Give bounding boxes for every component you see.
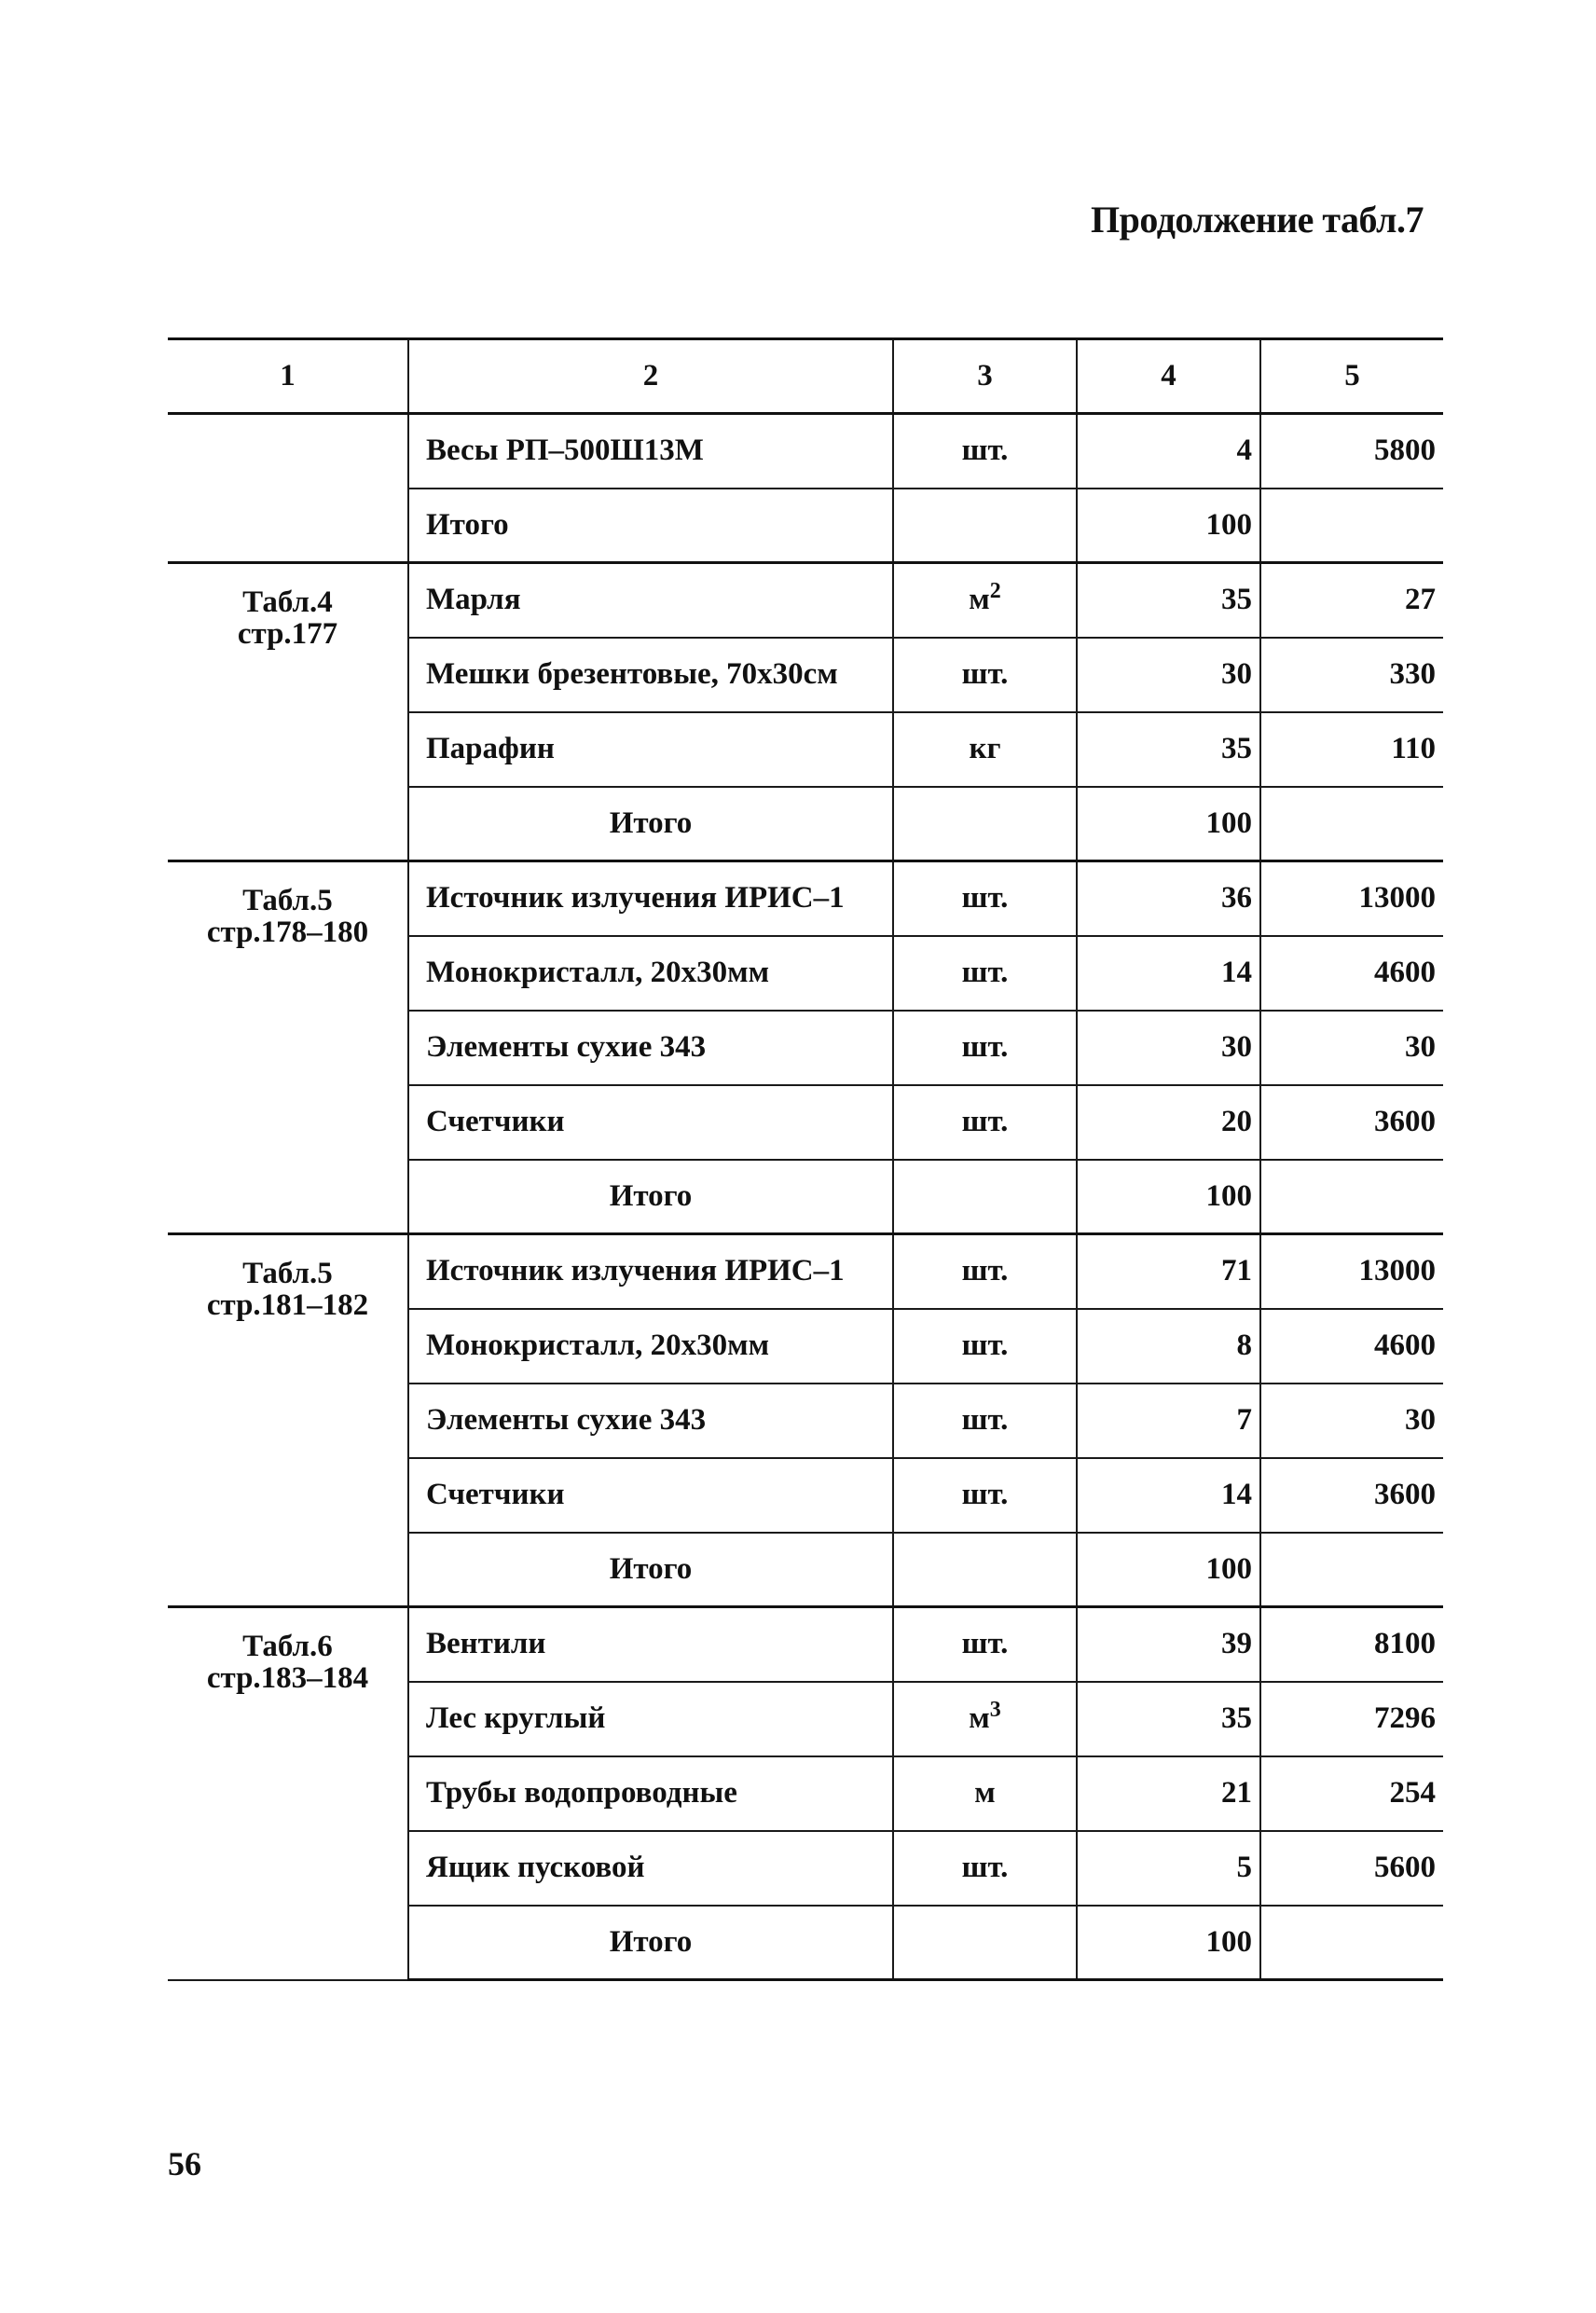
unit-cell xyxy=(893,1533,1077,1607)
unit-cell xyxy=(893,1160,1077,1234)
price-cell xyxy=(1260,1906,1443,1980)
unit-exponent: 2 xyxy=(989,579,1001,604)
unit-exponent: 3 xyxy=(989,1698,1001,1722)
total-label: Итого xyxy=(408,1533,893,1607)
item-name: Источник излучения ИРИС–1 xyxy=(408,861,893,936)
item-name: Марля xyxy=(408,563,893,638)
price-cell xyxy=(1260,1533,1443,1607)
price-cell: 330 xyxy=(1260,638,1443,712)
table-row xyxy=(168,1607,1443,1682)
price-cell: 254 xyxy=(1260,1756,1443,1831)
price-cell: 4600 xyxy=(1260,936,1443,1011)
quantity-cell: 35 xyxy=(1077,712,1260,787)
column-header-5: 5 xyxy=(1260,339,1443,414)
unit-cell xyxy=(893,1682,1077,1756)
price-cell xyxy=(1260,489,1443,563)
unit-text: кг xyxy=(969,732,1001,765)
unit-cell xyxy=(893,936,1077,1011)
unit-cell xyxy=(893,712,1077,787)
reference-cell xyxy=(168,1607,408,1980)
quantity-cell: 35 xyxy=(1077,1682,1260,1756)
unit-cell xyxy=(893,1011,1077,1085)
unit-text: шт. xyxy=(961,1851,1009,1884)
price-cell: 30 xyxy=(1260,1011,1443,1085)
quantity-cell: 14 xyxy=(1077,1458,1260,1533)
price-cell: 4600 xyxy=(1260,1309,1443,1384)
quantity-cell: 35 xyxy=(1077,563,1260,638)
unit-text: шт. xyxy=(961,434,1009,468)
unit-cell xyxy=(893,1607,1077,1682)
unit-text: м xyxy=(969,1701,990,1735)
item-name: Лес круглый xyxy=(408,1682,893,1756)
table-continuation-heading: Продолжение табл.7 xyxy=(1090,199,1424,241)
quantity-cell: 8 xyxy=(1077,1309,1260,1384)
unit-text: шт. xyxy=(961,657,1009,691)
quantity-cell: 100 xyxy=(1077,787,1260,861)
price-cell: 13000 xyxy=(1260,1234,1443,1309)
unit-cell xyxy=(893,1234,1077,1309)
quantity-cell: 30 xyxy=(1077,638,1260,712)
reference-cell xyxy=(168,1234,408,1607)
total-label: Итого xyxy=(408,787,893,861)
resource-table xyxy=(168,337,1443,1981)
item-name: Монокристалл, 20х30мм xyxy=(408,936,893,1011)
unit-text: шт. xyxy=(961,1403,1009,1437)
quantity-cell: 100 xyxy=(1077,489,1260,563)
unit-cell xyxy=(893,1384,1077,1458)
quantity-cell: 14 xyxy=(1077,936,1260,1011)
table-header xyxy=(168,339,1443,414)
quantity-cell: 71 xyxy=(1077,1234,1260,1309)
unit-text: м xyxy=(974,1776,996,1810)
total-label: Итого xyxy=(408,1906,893,1980)
price-cell: 5800 xyxy=(1260,414,1443,489)
column-header-4: 4 xyxy=(1077,339,1260,414)
reference-cell xyxy=(168,563,408,861)
price-cell: 27 xyxy=(1260,563,1443,638)
quantity-cell: 30 xyxy=(1077,1011,1260,1085)
unit-text: шт. xyxy=(961,1254,1009,1288)
unit-cell xyxy=(893,638,1077,712)
unit-cell xyxy=(893,1906,1077,1980)
unit-cell xyxy=(893,414,1077,489)
unit-text: шт. xyxy=(961,1329,1009,1362)
table-body xyxy=(168,414,1443,1980)
unit-cell xyxy=(893,1309,1077,1384)
column-header-3: 3 xyxy=(893,339,1077,414)
item-name: Монокристалл, 20х30мм xyxy=(408,1309,893,1384)
header-row xyxy=(168,339,1443,414)
price-cell: 30 xyxy=(1260,1384,1443,1458)
quantity-cell: 5 xyxy=(1077,1831,1260,1906)
quantity-cell: 21 xyxy=(1077,1756,1260,1831)
unit-text: шт. xyxy=(961,1478,1009,1511)
price-cell xyxy=(1260,787,1443,861)
price-cell: 13000 xyxy=(1260,861,1443,936)
quantity-cell: 4 xyxy=(1077,414,1260,489)
item-name: Вентили xyxy=(408,1607,893,1682)
quantity-cell: 20 xyxy=(1077,1085,1260,1160)
price-cell: 3600 xyxy=(1260,1458,1443,1533)
item-name: Мешки брезентовые, 70х30см xyxy=(408,638,893,712)
unit-cell xyxy=(893,787,1077,861)
unit-text: шт. xyxy=(961,1105,1009,1138)
reference-cell xyxy=(168,414,408,563)
price-cell: 3600 xyxy=(1260,1085,1443,1160)
item-name: Ящик пусковой xyxy=(408,1831,893,1906)
table-row xyxy=(168,563,1443,638)
quantity-cell: 7 xyxy=(1077,1384,1260,1458)
total-label: Итого xyxy=(408,1160,893,1234)
quantity-cell: 100 xyxy=(1077,1533,1260,1607)
reference-line: Табл.5 xyxy=(242,884,333,917)
unit-text: шт. xyxy=(961,956,1009,989)
item-name: Весы РП–500Ш13М xyxy=(408,414,893,489)
item-name: Элементы сухие 343 xyxy=(408,1011,893,1085)
item-name: Трубы водопроводные xyxy=(408,1756,893,1831)
table-row xyxy=(168,1234,1443,1309)
reference-cell xyxy=(168,861,408,1234)
unit-text: шт. xyxy=(961,1627,1009,1661)
reference-line: стр.178–180 xyxy=(206,916,369,949)
unit-cell xyxy=(893,1756,1077,1831)
price-cell: 5600 xyxy=(1260,1831,1443,1906)
quantity-cell: 100 xyxy=(1077,1160,1260,1234)
reference-line: Табл.6 xyxy=(242,1630,333,1663)
unit-text: м xyxy=(969,583,990,617)
column-header-1: 1 xyxy=(168,339,408,414)
item-name: Счетчики xyxy=(408,1458,893,1533)
reference-line: Табл.5 xyxy=(242,1257,333,1290)
unit-cell xyxy=(893,563,1077,638)
item-name: Счетчики xyxy=(408,1085,893,1160)
quantity-cell: 39 xyxy=(1077,1607,1260,1682)
item-name: Элементы сухие 343 xyxy=(408,1384,893,1458)
quantity-cell: 100 xyxy=(1077,1906,1260,1980)
table-row xyxy=(168,414,1443,489)
price-cell xyxy=(1260,1160,1443,1234)
page-number: 56 xyxy=(168,2145,201,2182)
unit-text: шт. xyxy=(961,1030,1009,1064)
item-name: Источник излучения ИРИС–1 xyxy=(408,1234,893,1309)
price-cell: 8100 xyxy=(1260,1607,1443,1682)
total-label: Итого xyxy=(408,489,893,563)
column-header-2: 2 xyxy=(408,339,893,414)
unit-cell xyxy=(893,1831,1077,1906)
unit-cell xyxy=(893,489,1077,563)
quantity-cell: 36 xyxy=(1077,861,1260,936)
price-cell: 7296 xyxy=(1260,1682,1443,1756)
unit-cell xyxy=(893,861,1077,936)
reference-line: стр.183–184 xyxy=(206,1661,369,1695)
reference-line: стр.177 xyxy=(237,617,338,651)
unit-text: шт. xyxy=(961,881,1009,916)
table-row xyxy=(168,861,1443,936)
reference-line: стр.181–182 xyxy=(206,1288,369,1322)
reference-line: Табл.4 xyxy=(242,585,333,619)
unit-cell xyxy=(893,1458,1077,1533)
price-cell: 110 xyxy=(1260,712,1443,787)
item-name: Парафин xyxy=(408,712,893,787)
unit-cell xyxy=(893,1085,1077,1160)
